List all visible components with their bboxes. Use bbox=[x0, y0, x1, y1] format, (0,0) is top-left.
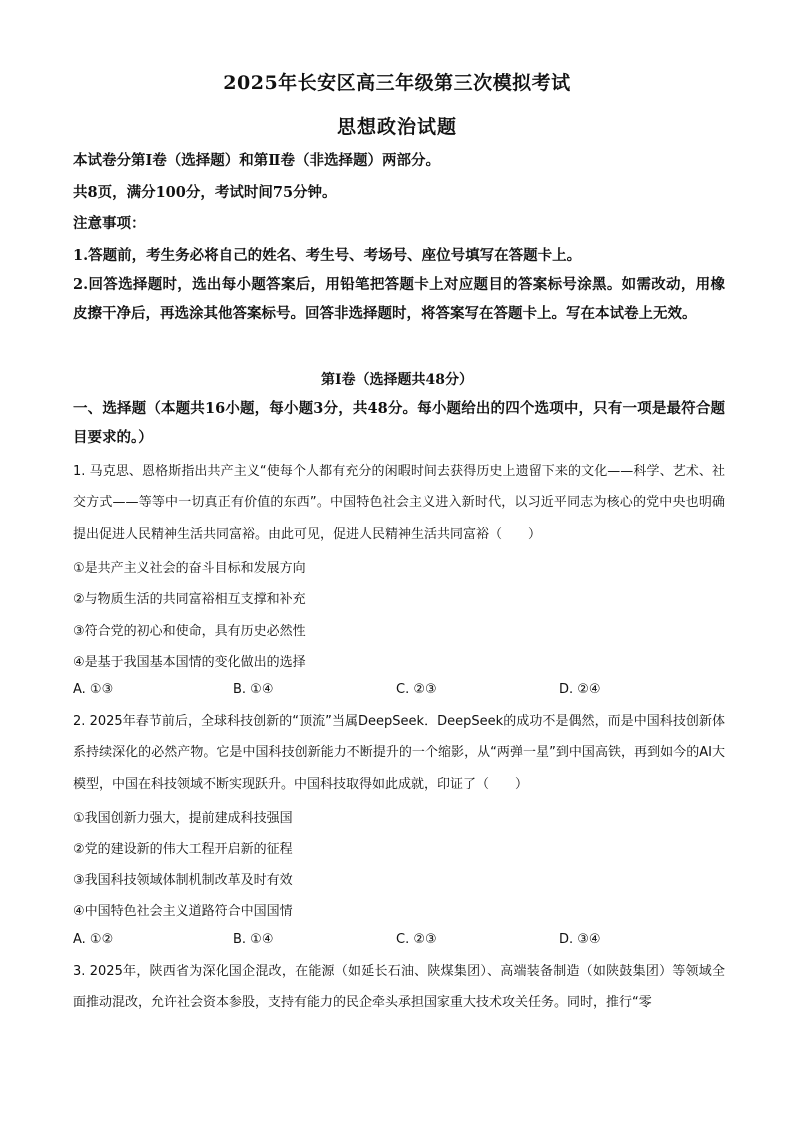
choice-c[interactable]: C. ②③ bbox=[396, 932, 437, 947]
question-2-statement-4: ④中国特色社会主义道路符合中国国情 bbox=[73, 904, 293, 919]
intro-line-1: 本试卷分第Ⅰ卷（选择题）和第Ⅱ卷（非选择题）两部分。 bbox=[73, 152, 441, 169]
exam-subject-title: 思想政治试题 bbox=[336, 116, 457, 138]
choice-d[interactable]: D. ③④ bbox=[559, 932, 601, 947]
question-1-statement-4: ④是基于我国基本国情的变化做出的选择 bbox=[73, 655, 306, 670]
choice-c[interactable]: C. ②③ bbox=[396, 682, 437, 697]
intro-line-2: 共8页，满分100分，考试时间75分钟。 bbox=[73, 184, 337, 201]
section-title: 第Ⅰ卷（选择题共48分） bbox=[320, 372, 474, 388]
notice-heading: 注意事项： bbox=[73, 215, 146, 232]
question-2-choices bbox=[73, 932, 725, 952]
notice-item-2: 2.回答选择题时，选出每小题答案后，用铅笔把答题卡上对应题目的答案标号涂黑。如需改动，用橡皮擦干净后，再选涂其他答案标号。回答非选择题时，将答案写在答题卡上。写在本试卷上无效。 bbox=[73, 276, 725, 322]
question-2-stem: 2. 2025年春节前后，全球科技创新的“顶流”当属DeepSeek．DeepSeek的成功不是偶然，而是中国科技创新体系持续深化的必然产物。它是中国科技创新能力不断提升的一个缩影，从“两弹一星”到中国高铁，再到如今的AI大模型，中国在科技领域不断实现跃升。中国科技取得如此成就，印证了（ ） bbox=[73, 714, 725, 792]
question-1-statement-1: ①是共产主义社会的奋斗目标和发展方向 bbox=[73, 561, 306, 576]
question-1-statement-2: ②与物质生活的共同富裕相互支撑和补充 bbox=[73, 592, 306, 607]
question-1-stem: 1. 马克思、恩格斯指出共产主义“使每个人都有充分的闲暇时间去获得历史上遗留下来的文化——科学、艺术、社交方式——等等中一切真正有价值的东西”。中国特色社会主义进入新时代，以习近平同志为核心的党中央也明确提出促进人民精神生活共同富裕。由此可见，促进人民精神生活共同富裕（ ） bbox=[73, 464, 725, 542]
choice-b[interactable]: B. ①④ bbox=[233, 932, 274, 947]
notice-item-1: 1.答题前，考生务必将自己的姓名、考生号、考场号、座位号填写在答题卡上。 bbox=[73, 247, 582, 264]
choice-d[interactable]: D. ②④ bbox=[559, 682, 601, 697]
question-2-statement-1: ①我国创新力强大，提前建成科技强国 bbox=[73, 811, 293, 826]
question-1-statement-3: ③符合党的初心和使命，具有历史必然性 bbox=[73, 624, 306, 639]
question-2-statement-2: ②党的建设新的伟大工程开启新的征程 bbox=[73, 842, 293, 857]
question-1-choices bbox=[73, 682, 725, 702]
choice-a[interactable]: A. ①② bbox=[73, 932, 114, 947]
choice-b[interactable]: B. ①④ bbox=[233, 682, 274, 697]
choice-a[interactable]: A. ①③ bbox=[73, 682, 114, 697]
exam-title: 2025年长安区高三年级第三次模拟考试 bbox=[223, 72, 571, 94]
question-2-statement-3: ③我国科技领域体制机制改革及时有效 bbox=[73, 873, 293, 888]
question-3-stem: 3. 2025年，陕西省为深化国企混改，在能源（如延长石油、陕煤集团）、高端装备制造（如陕鼓集团）等领域全面推动混改，允许社会资本参股，支持有能力的民企牵头承担国家重大技术攻关任务。同时，推行“零 bbox=[73, 964, 725, 1011]
section-instruction: 一、选择题（本题共16小题，每小题3分，共48分。每小题给出的四个选项中，只有一项是最符合题目要求的。） bbox=[73, 400, 725, 446]
